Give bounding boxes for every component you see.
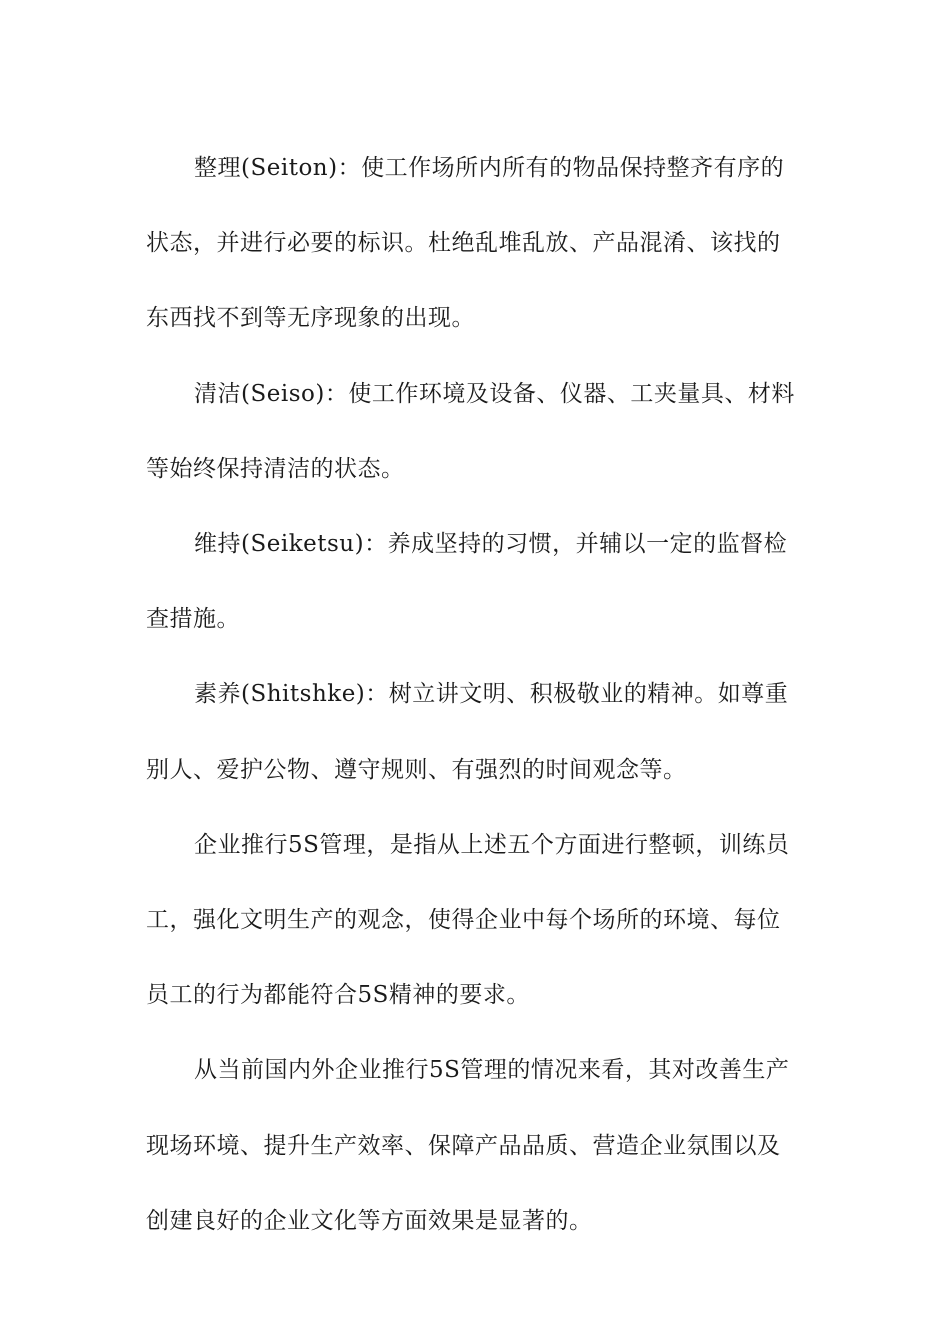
paragraph-seiketsu: 维持(Seiketsu)：养成坚持的习惯，并辅以一定的监督检 查措施。 <box>146 531 788 633</box>
body-text <box>146 131 806 1259</box>
paragraph-5s-implementation: 企业推行5S管理，是指从上述五个方面进行整顿，训练员 工，强化文明生产的观念，使得企业中每个场所的环境、每位 员工的行为都能符合5S精神的要求。 <box>146 831 790 1009</box>
paragraph-shitshke: 素养(Shitshke)：树立讲文明、积极敬业的精神。如尊重 别人、爱护公物、遵守规则、有强烈的时间观念等。 <box>146 681 789 783</box>
paragraph-seiton: 整理(Seiton)：使工作场所内所有的物品保持整齐有序的 状态，并进行必要的标识。杜绝乱堆乱放、产品混淆、该找的 东西找不到等无序现象的出现。 <box>146 155 785 332</box>
paragraph-seiso: 清洁(Seiso)：使工作环境及设备、仪器、工夹量具、材料 等始终保持清洁的状态。 <box>146 380 795 482</box>
paragraph-5s-effects: 从当前国内外企业推行5S管理的情况来看，其对改善生产 现场环境、提升生产效率、保障产品品质、营造企业氛围以及 创建良好的企业文化等方面效果是显著的。 <box>146 1057 790 1234</box>
